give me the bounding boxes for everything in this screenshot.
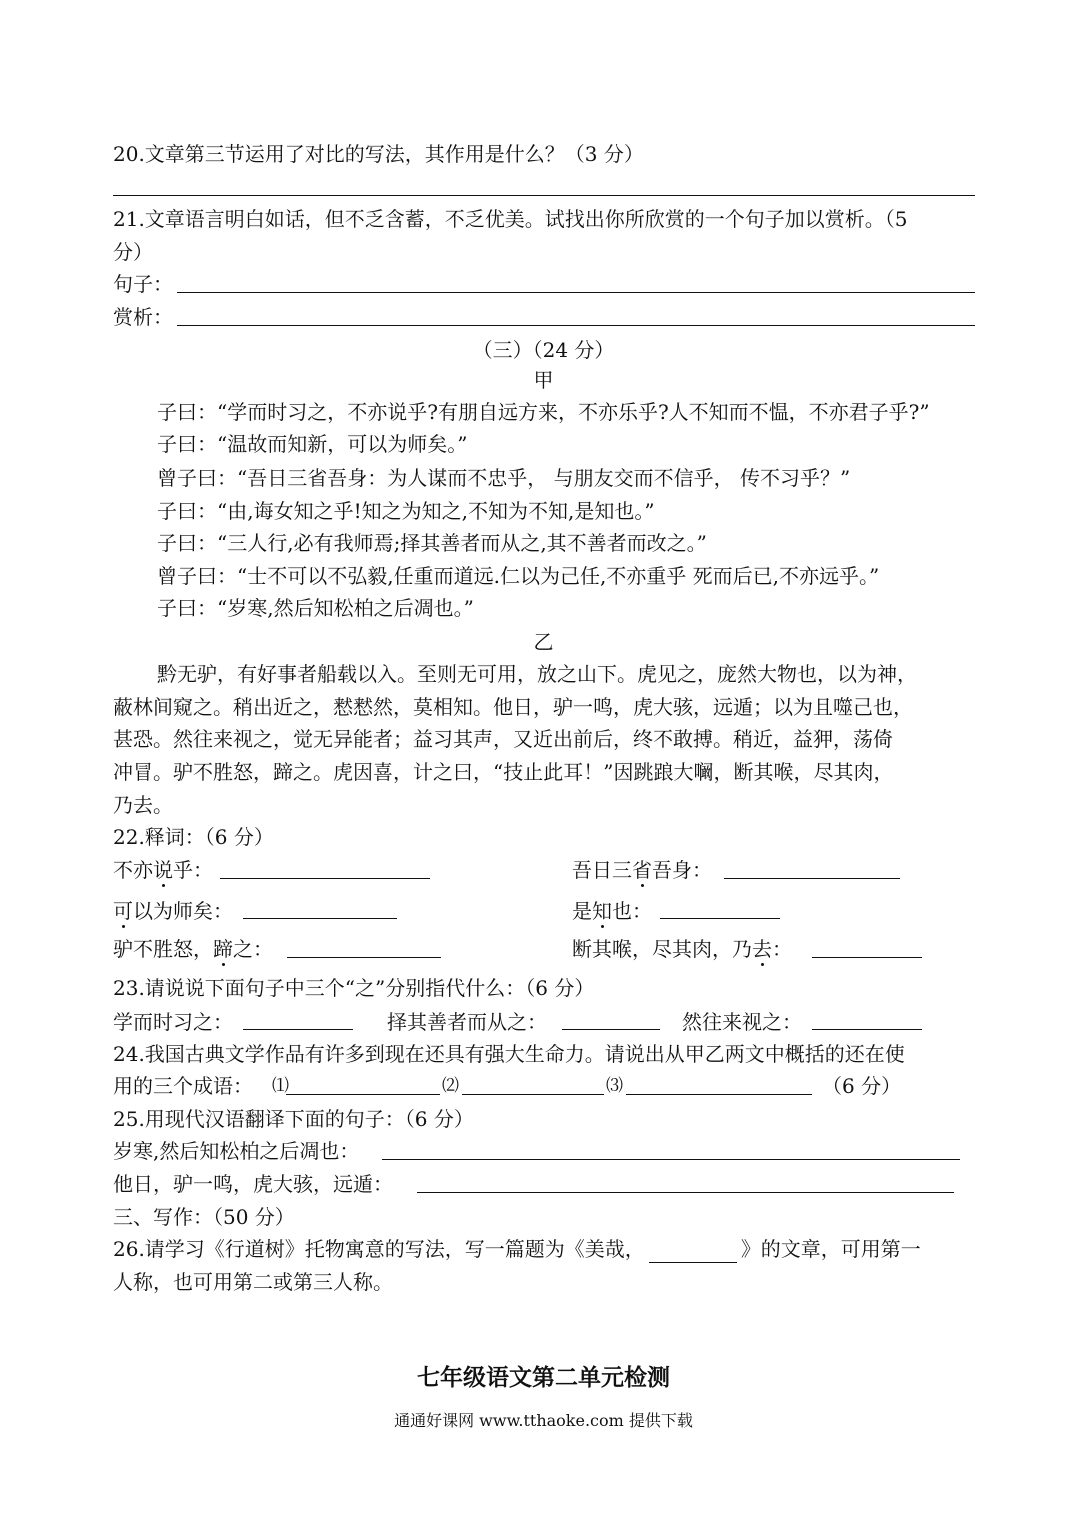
footer-note: 通通好课网 www.tthaoke.com 提供下载 xyxy=(394,1411,693,1430)
q23-item-2: 择其善者而从之： xyxy=(387,1010,547,1034)
q23-blank-2[interactable] xyxy=(562,1029,660,1030)
question-25: 25.用现代汉语翻译下面的句子：（6 分） xyxy=(113,1107,474,1131)
question-23: 23.请说说下面句子中三个“之”分别指代什么：（6 分） xyxy=(113,976,595,1000)
passage-jia-label: 甲 xyxy=(533,368,554,392)
analysis-blank[interactable] xyxy=(177,325,975,326)
q25-blank-1[interactable] xyxy=(382,1159,960,1160)
jia-line: 子曰：“岁寒,然后知松柏之后凋也。” xyxy=(157,596,474,620)
analysis-label: 赏析： xyxy=(113,305,173,329)
q22-term-4: 是知也： xyxy=(572,899,652,923)
q26-title-blank[interactable] xyxy=(649,1242,737,1263)
yi-line: 蔽林间窥之。稍出近之，慭慭然，莫相知。他日，驴一鸣，虎大骇，远遁；以为且噬己也， xyxy=(113,695,913,719)
question-26-line1: 26.请学习《行道树》托物寓意的写法，写一篇题为《美哉， 》的文章，可用第一 xyxy=(113,1237,921,1261)
q22-term-2: 吾日三省吾身： xyxy=(572,858,712,882)
passage-yi-label: 乙 xyxy=(533,630,554,654)
question-26-line2: 人称，也可用第二或第三人称。 xyxy=(113,1270,393,1294)
question-21-line2: 分） xyxy=(113,240,153,264)
q22-term-1: 不亦说乎： xyxy=(113,858,213,882)
sentence-label: 句子： xyxy=(113,272,173,296)
q24-mark-3: ⑶ xyxy=(606,1076,623,1096)
footer-title: 七年级语文第二单元检测 xyxy=(417,1364,670,1391)
q22-term-3: 可以为师矣： xyxy=(113,899,233,923)
question-22: 22.释词：（6 分） xyxy=(113,825,274,849)
answer-line-20 xyxy=(113,195,975,196)
q22-term-6: 断其喉，尽其肉，乃去： xyxy=(572,937,792,961)
q22-blank-5[interactable] xyxy=(287,957,441,958)
yi-line: 黔无驴，有好事者船载以入。至则无可用，放之山下。虎见之，庞然大物也，以为神， xyxy=(157,662,917,686)
sentence-blank[interactable] xyxy=(177,292,975,293)
q25-item-2: 他日，驴一鸣，虎大骇，远遁： xyxy=(113,1172,393,1196)
q22-blank-3[interactable] xyxy=(243,918,397,919)
jia-line: 子曰：“由,诲女知之乎!知之为知之,不知为不知,是知也。” xyxy=(157,499,655,523)
q22-blank-2[interactable] xyxy=(724,878,900,879)
q24-blank-1[interactable] xyxy=(286,1094,440,1095)
q24-blank-2[interactable] xyxy=(462,1094,604,1095)
q23-item-1: 学而时习之： xyxy=(113,1010,233,1034)
jia-line: 子曰：“三人行,必有我师焉;择其善者而从之,其不善者而改之。” xyxy=(157,531,707,555)
q22-blank-4[interactable] xyxy=(660,918,780,919)
question-24-line1: 24.我国古典文学作品有许多到现在还具有强大生命力。请说出从甲乙两文中概括的还在使 xyxy=(113,1042,905,1066)
q23-blank-1[interactable] xyxy=(243,1029,353,1030)
q22-term-5: 驴不胜怒，蹄之： xyxy=(113,937,273,961)
q23-blank-3[interactable] xyxy=(812,1029,922,1030)
section-3-heading: （三）（24 分） xyxy=(472,338,615,362)
question-21-line1: 21.文章语言明白如话，但不乏含蓄，不乏优美。试找出你所欣赏的一个句子加以赏析。（5 xyxy=(113,207,908,231)
jia-line: 子曰：“学而时习之，不亦说乎?有朋自远方来，不亦乐乎?人不知而不愠，不亦君子乎?” xyxy=(157,400,930,424)
jia-line: 子曰：“温故而知新，可以为师矣。” xyxy=(157,432,468,456)
q25-item-1: 岁寒,然后知松柏之后凋也： xyxy=(113,1139,360,1163)
q23-item-3: 然往来视之： xyxy=(682,1010,802,1034)
yi-line: 冲冒。驴不胜怒，蹄之。虎因喜，计之曰，“技止此耳！”因跳踉大㘎，断其喉，尽其肉， xyxy=(113,760,894,784)
q22-blank-1[interactable] xyxy=(220,878,430,879)
yi-line: 乃去。 xyxy=(113,793,173,817)
q25-blank-2[interactable] xyxy=(417,1192,954,1193)
q22-blank-6[interactable] xyxy=(812,957,922,958)
jia-line: 曾子曰：“吾日三省吾身：为人谋而不忠乎， 与朋友交而不信乎， 传不习乎？” xyxy=(157,466,851,490)
yi-line: 甚恐。然往来视之，觉无异能者；益习其声，又近出前后，终不敢搏。稍近，益狎，荡倚 xyxy=(113,727,893,751)
q24-blank-3[interactable] xyxy=(626,1094,812,1095)
q24-score: （6 分） xyxy=(822,1074,902,1098)
part-3-writing: 三、写作：（50 分） xyxy=(113,1205,295,1229)
question-20: 20.文章第三节运用了对比的写法，其作用是什么？（3 分） xyxy=(113,142,644,166)
question-24-line2: 用的三个成语： xyxy=(113,1074,253,1098)
q24-mark-1: ⑴ xyxy=(272,1076,289,1096)
jia-line: 曾子曰：“士不可以不弘毅,任重而道远.仁以为己任,不亦重乎 死而后已,不亦远乎。” xyxy=(157,564,880,588)
q24-mark-2: ⑵ xyxy=(442,1076,459,1096)
